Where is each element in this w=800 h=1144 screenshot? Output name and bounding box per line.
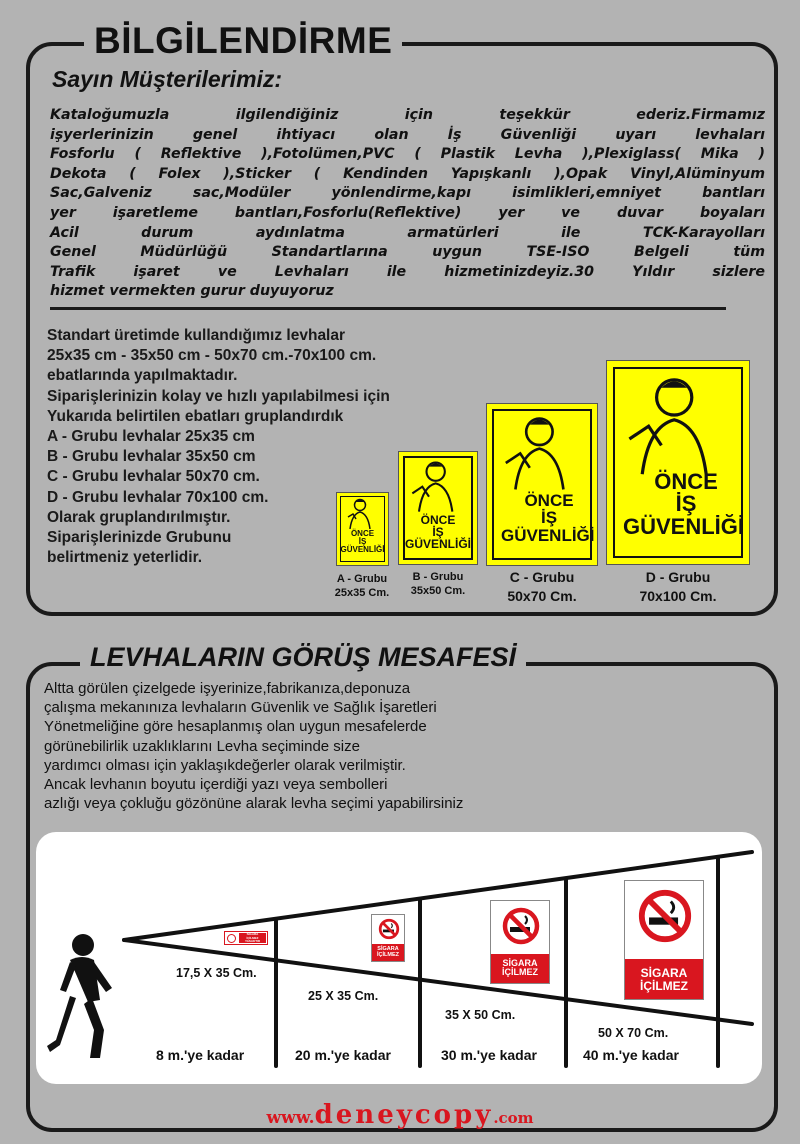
visibility-line: görünebilirlik uzaklıklarını Levha seçiminde size [44,737,360,755]
intro-line: Acil durum aydınlatma armatürleri ile TCK-Karayolları [50,224,765,241]
distance-label: 40 m.'ye kadar [583,1047,679,1063]
sign-line: GÜVENLİĞİ [404,537,471,552]
intro-line: hizmet vermekten gurur duyuyoruz [50,283,334,300]
standard-line: Siparişlerinizin kolay ve hızlı yapılabilmesi için [47,387,390,405]
sign-line: ÖNCE [420,513,456,527]
sign-line: İÇİLMEZ [502,967,538,978]
footer-prefix: www. [266,1108,315,1128]
no-smoking-sign-50x70 [624,880,704,1000]
intro-line: Genel Müdürlüğü Standartlarına uygun TSE-ISO Belgeli tüm [50,244,765,261]
intro-line: Kataloğumuzla ilgilendiğiniz için teşekkür ederiz.Firmamız [50,107,765,123]
standard-line: B - Grubu levhalar 35x50 cm [47,448,256,466]
footer-suffix: .com [493,1109,534,1127]
sign-line: İŞ [540,508,558,528]
size-label: 25 X 35 Cm. [308,989,379,1003]
sign-line: SİGARA [640,966,688,980]
intro-line: yer işaretleme bantları,Fosforlu(Reflektive) yer ve duvar boyaları [50,204,765,221]
no-smoking-sign-25x35 [371,914,405,962]
visibility-line: Altta görülen çizelgede işyerinize,fabrikanıza,deponuza [44,680,411,697]
sign-line: İŞ [432,525,444,540]
standard-line: Siparişlerinizde Grubunu [47,529,232,547]
footer-website[interactable] [0,1100,800,1130]
size-label: 35 X 50 Cm. [445,1008,516,1022]
standard-line: D - Grubu levhalar 70x100 cm. [47,488,269,506]
intro-line: Fosforlu ( Reflektive ),Fotolümen,PVC ( Plastik Levha ),Plexiglass( Mika ) [50,146,765,163]
sign-line: ÖNCE [350,529,375,538]
sign-line: İŞ [675,491,697,517]
group-caption-d: D - Grubu 70x100 Cm. [639,569,717,604]
standard-line: A - Grubu levhalar 25x35 cm [47,428,255,446]
sign-line: İÇİLMEZ [377,951,399,958]
sign-line: SİGARA [502,958,538,968]
tiny-sign-line: YASAKTIR [244,939,261,944]
info-title: BİLGİLENDİRME [84,20,402,62]
no-smoking-icon [378,918,400,940]
group-caption-c: C - Grubu 50x70 Cm. [507,569,577,604]
group-caption-b: B - Grubu 35x50 Cm. [410,571,466,597]
intro-line: Trafik işaret ve Levhaları ile hizmetinizdeyiz.30 Yıldır sizlere [50,263,765,280]
visibility-line: çalışma mekanınıza levhaların Güvenlik ve Sağlık İşaretleri [44,699,437,717]
visibility-line: azlığı veya çokluğu gözönüne alarak levha seçimi yapabilirsiniz [44,795,464,813]
visibility-line: yardımcı olması için yaklaşıkdeğerler olarak verilmiştir. [44,756,406,774]
walking-person-icon [47,934,112,1058]
standard-line: C - Grubu levhalar 50x70 cm. [47,468,260,486]
standard-line: belirtmeniz yeterlidir. [47,549,203,567]
standard-line: Standart üretimde kullandığımız levhalar [47,327,346,344]
standard-line: 25x35 cm - 35x50 cm - 50x70 cm.-70x100 cm. [47,347,377,365]
no-smoking-icon [227,934,236,943]
sign-line: İÇİLMEZ [640,978,688,993]
no-smoking-icon [501,906,541,946]
standard-line: ebatlarında yapılmaktadır. [47,367,238,385]
standard-line: Yukarıda belirtilen ebatları gruplandırdık [47,407,344,425]
distance-label: 8 m.'ye kadar [156,1047,245,1063]
visibility-title: LEVHALARIN GÖRÜŞ MESAFESİ [80,642,526,673]
sign-line: GÜVENLİĞİ [623,513,745,539]
greeting: Sayın Müşterilerimiz: [52,66,283,92]
intro-line: Sac,Galveniz sac,Modüler yönlendirme,kapı isimlikleri,emniyet bantları [50,185,765,202]
sign-line: GÜVENLİĞİ [501,525,595,545]
no-smoking-sign-35x50 [490,900,550,984]
sign-line: İŞ [358,537,367,547]
distance-label: 30 m.'ye kadar [441,1047,537,1063]
visibility-line: Ancak levhanın boyutu içerdiği yazı veya sembolleri [44,776,388,794]
no-smoking-icon [636,887,694,945]
visibility-line: Yönetmeliğine göre hesaplanmış olan uygun mesafelerde [44,718,427,736]
size-label: 50 X 70 Cm. [598,1026,669,1040]
size-label: 17,5 X 35 Cm. [176,966,257,980]
tiny-sign-line: İÇİLMEZ [246,935,259,940]
no-smoking-sign-small [224,931,268,945]
sign-line: ÖNCE [524,491,574,510]
sign-line: SİGARA [377,946,399,952]
standard-line: Olarak gruplandırılmıştır. [47,508,231,526]
sign-line: GÜVENLİĞİ [340,545,385,555]
group-caption-a: A - Grubu 25x35 Cm. [334,573,390,599]
sign-line: ÖNCE [654,469,718,494]
intro-line: Dekota ( Folex ),Sticker ( Kendinden Yapışkanlı ),Opak Vinyl,Alüminyum [50,165,765,182]
distance-label: 20 m.'ye kadar [295,1047,391,1063]
tiny-sign-line: SİGARA [246,932,259,936]
footer-brand: deneycopy [314,1100,494,1130]
intro-line: işyerlerinizin genel ihtiyacı olan İş Güvenliği uyarı levhaları [50,126,765,143]
